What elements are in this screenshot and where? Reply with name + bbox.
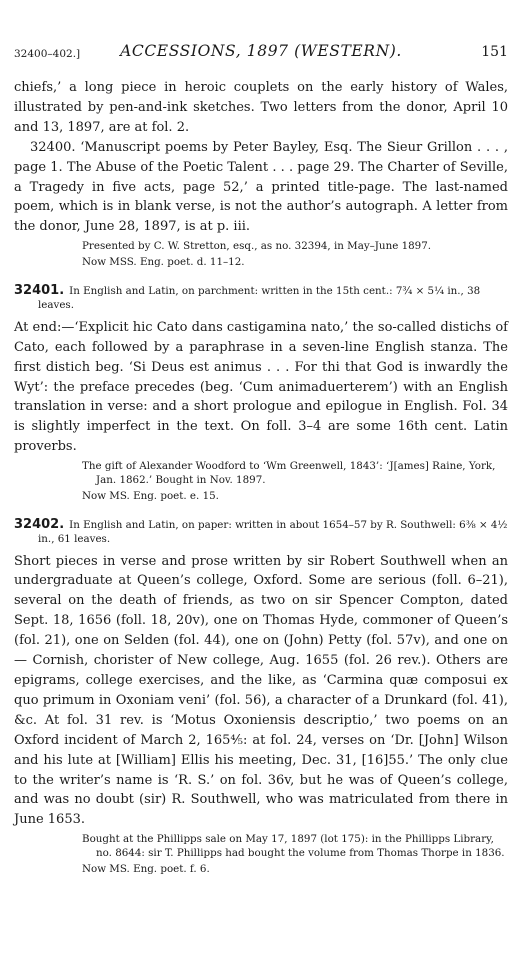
header-title: ACCESSIONS, 1897 (WESTERN). [120, 42, 402, 60]
running-header [14, 42, 508, 68]
entry-32401-description: In English and Latin, on parchment: written in the 15th cent.: 7¾ × 5¼ in., 38 leaves. [38, 284, 481, 312]
entry-32402-text: Short pieces in verse and prose written by sir Robert Southwell when an undergraduate at Queen’s college, Oxford. Some are serious (foll. 6–21), several on the death of friends, as two on sir Spencer Compton, dated Sept. 18, 1656 (foll. 18, 20v), one on Thomas Hyde, commoner of Queen’s (fol. 21), one on Selden (fol. 44), one on (John) Petty (fol. 57v), and one on — Cornish, chorister of New college, Aug. 1655 (fol. 26 rev.). Others are epigrams, college exercises, and the like, as ‘Carmina quæ composui ex quo primum in Oxoniam veni’ (fol. 56), a character of a Drunkard (fol. 41), &c. At fol. 31 rev. is ‘Motus Oxoniensis descriptio,’ two poems on an Oxford incident of March 2, 165⁴⁄₅: at fol. 24, verses on ‘Dr. [John] Wilson and his lute at [William] Ellis his meeting, Dec. 31, [16]55.’ The only clue to the writer’s name is ‘R. S.’ on fol. 36v, but he was of Queen’s college, and was no doubt (sir) R. Southwell, who was matriculated from there in June 1653. [14, 553, 508, 828]
entry-32401-provenance: The gift of Alexander Woodford to ‘Wm Greenwell, 1843’: ‘J[ames] Raine, York, Jan. 1862.’ Bought in Nov. 1897. [82, 460, 496, 486]
entry-32401-head [14, 284, 508, 313]
entry-32400-text: 32400. ‘Manuscript poems by Peter Bayley, Esq. The Sieur Grillon . . . , page 1. The Abuse of the Poetic Talent . . . page 29. The Charter of Seville, a Tragedy in five acts, page 52,’ a printed title-page. The last-named poem, which is in blank verse, is not the author’s autograph. A letter from the donor, June 28, 1897, is at p. iii. [14, 139, 508, 235]
entry-32402-description: In English and Latin, on paper: written in about 1654–57 by R. Southwell: 6⅜ × 4½ in., 61 leaves. [38, 518, 508, 546]
entry-32402-head [14, 518, 508, 547]
entry-32401-text: At end:—‘Explicit hic Cato dans castigamina nato,’ the so-called distichs of Cato, each followed by a paraphrase in a seven-line English stanza. The first distich beg. ‘Si Deus est animus . . . For thi that God is inwardly the Wyt’: the preface precedes (beg. ‘Cum animaduerterem’) with an English translation in verse: and a short prologue and epilogue in English. Fol. 34 is slightly imperfect in the text. On foll. 3–4 are some 16th cent. Latin proverbs. [14, 319, 508, 455]
page-number: 151 [481, 44, 508, 60]
entry-32402-number: 32402. [14, 516, 65, 532]
entry-32401-number: 32401. [14, 282, 65, 298]
entry-32402-shelfmark: Now MS. Eng. poet. f. 6. [82, 862, 210, 875]
entry-continuation-text: chiefs,’ a long piece in heroic couplets on the early history of Wales, illustrated by pen-and-ink sketches. Two letters from the donor, April 10 and 13, 1897, are at fol. 2. [14, 80, 508, 135]
entry-32401-shelfmark: Now MS. Eng. poet. e. 15. [82, 489, 219, 502]
entry-32402-provenance: Bought at the Phillipps sale on May 17, 1897 (lot 175): in the Phillipps Library, no. 8644: sir T. Phillipps had bought the volume from Thomas Thorpe in 1836. [82, 833, 505, 860]
page-body [14, 78, 508, 877]
header-range: 32400–402.] [14, 48, 81, 60]
entry-32400-shelfmark: Now MSS. Eng. poet. d. 11–12. [82, 256, 245, 269]
entry-32400-provenance: Presented by C. W. Stretton, esq., as no. 32394, in May–June 1897. [82, 240, 432, 253]
